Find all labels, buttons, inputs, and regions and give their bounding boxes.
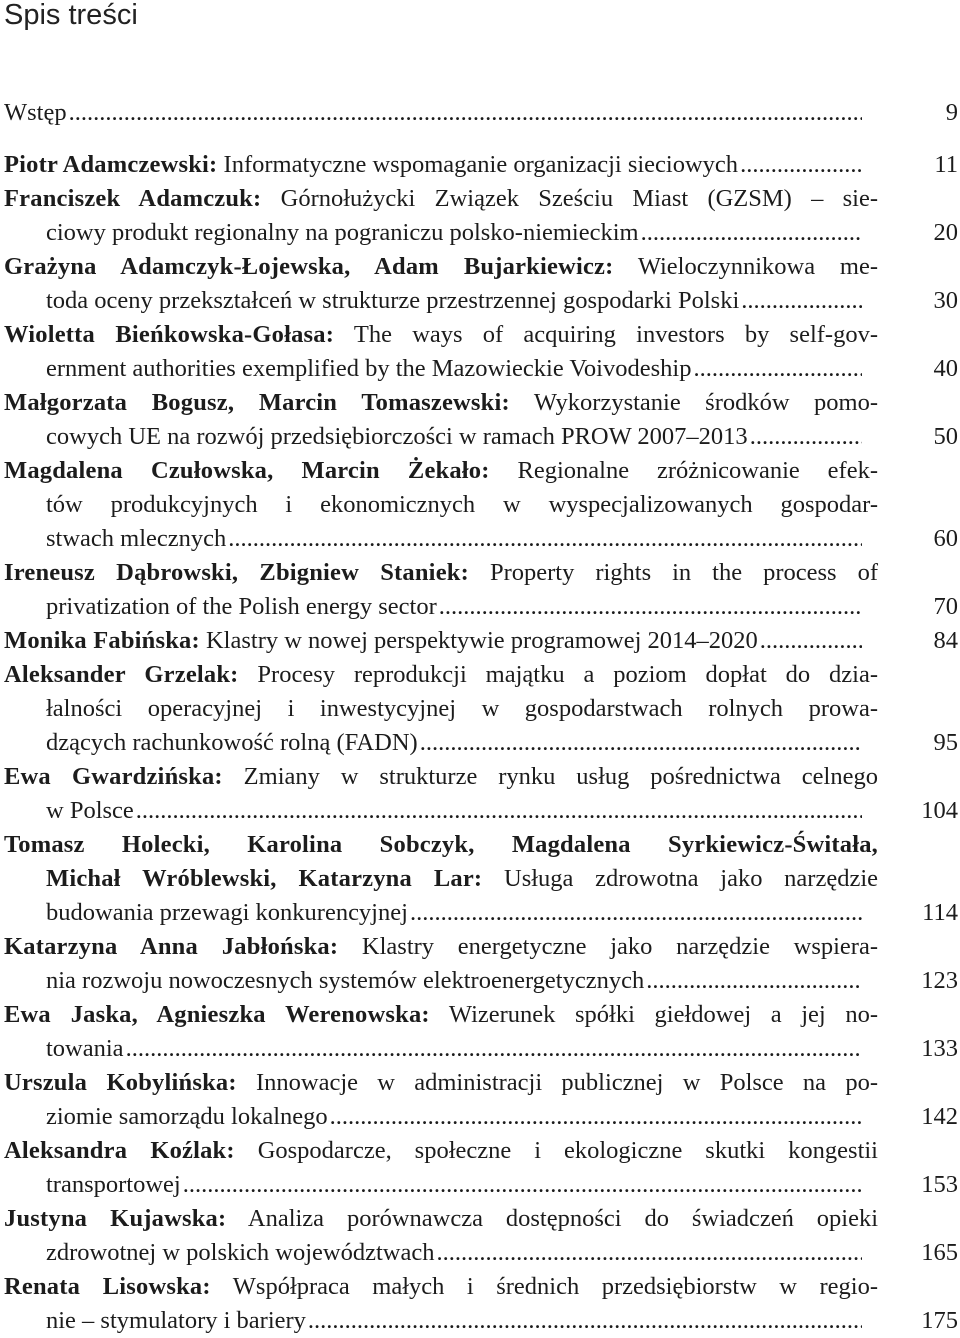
toc-title: toda oceny przekształceń w strukturze przestrzennej gospodarki Polski xyxy=(46,287,740,314)
page-number[interactable]: 20 xyxy=(933,219,958,246)
page-number[interactable]: 165 xyxy=(921,1239,958,1266)
toc-entry-last-line xyxy=(4,590,958,624)
toc-entry-line xyxy=(4,386,958,420)
dot-leader xyxy=(437,1236,863,1270)
toc-entry-last-line xyxy=(4,1304,958,1338)
toc-entry-line xyxy=(4,1066,958,1100)
toc-title: Analiza porównawcza dostępności do świadczeń opieki xyxy=(226,1205,878,1232)
toc-title: ciowy produkt regionalny na pograniczu polsko-niemieckim xyxy=(46,219,639,246)
toc-entry-text xyxy=(4,933,878,960)
toc-entry-line xyxy=(4,1270,958,1304)
toc-leader-wrap xyxy=(46,794,862,828)
toc-entry-text xyxy=(46,420,748,454)
toc-author: Piotr Adamczewski: xyxy=(4,151,218,178)
toc-entry-last-line xyxy=(4,964,958,998)
toc-entry-last-line xyxy=(4,1100,958,1134)
dot-leader xyxy=(136,794,862,828)
toc-leader-wrap xyxy=(46,1304,862,1338)
dot-leader xyxy=(308,1304,862,1338)
dot-leader xyxy=(126,1032,862,1066)
dot-leader xyxy=(740,148,862,182)
toc-leader-wrap xyxy=(46,1100,862,1134)
toc-title: ernment authorities exemplified by the Mazowieckie Voivodeship xyxy=(46,355,692,382)
toc-title: Usługa zdrowotna jako narzędzie xyxy=(482,865,878,892)
toc-entry[interactable] xyxy=(4,386,958,454)
page-title: Spis treści xyxy=(4,0,138,31)
page-number[interactable]: 175 xyxy=(921,1307,958,1334)
toc-title: transportowej xyxy=(46,1171,181,1198)
toc-author: Urszula Kobylińska: xyxy=(4,1069,237,1096)
toc-entry-text xyxy=(4,559,878,586)
toc-entry-line xyxy=(4,828,958,862)
toc-author: Aleksandra Koźlak: xyxy=(4,1137,235,1164)
page-number[interactable]: 123 xyxy=(921,967,958,994)
toc-entry-last-line xyxy=(4,352,958,386)
toc-leader-wrap xyxy=(46,1032,862,1066)
dot-leader xyxy=(330,1100,862,1134)
toc-title: dzących rachunkowość rolną (FADN) xyxy=(46,729,418,756)
toc-entry[interactable] xyxy=(4,624,958,658)
toc-title: Klastry energetyczne jako narzędzie wspiera- xyxy=(338,933,878,960)
toc-author: Wioletta Bieńkowska-Gołasa: xyxy=(4,321,335,348)
toc-entry-line xyxy=(4,454,958,488)
toc-author: Ewa Gwardzińska: xyxy=(4,763,223,790)
toc-entry-line xyxy=(4,998,958,1032)
toc-title: Zmiany w strukturze rynku usług pośrednictwa celnego xyxy=(222,763,878,790)
toc-leader-wrap xyxy=(46,352,862,386)
toc-author: Tomasz Holecki, Karolina Sobczyk, Magdalena Syrkiewicz-Świtała, xyxy=(4,831,878,858)
toc-entry[interactable] xyxy=(4,658,958,760)
toc-entry-line xyxy=(4,318,958,352)
toc-entry-text xyxy=(4,185,878,212)
toc-entry-last-line xyxy=(4,522,958,556)
toc-leader-wrap xyxy=(4,624,862,658)
toc-entry-last-line xyxy=(4,284,958,318)
toc-title: w Polsce xyxy=(46,797,134,824)
page-number[interactable]: 50 xyxy=(933,423,958,450)
toc-title: Klastry w nowej perspektywie programowej 2014–2020 xyxy=(199,627,758,654)
toc-entry[interactable] xyxy=(4,1202,958,1270)
toc-entry-text xyxy=(46,726,418,760)
toc-title: ziomie samorządu lokalnego xyxy=(46,1103,328,1130)
toc-entry-text xyxy=(4,1205,878,1232)
toc-entry-line xyxy=(4,658,958,692)
table-of-contents xyxy=(4,96,958,1338)
toc-title: Górnołużycki Związek Sześciu Miast (GZSM) – sie- xyxy=(261,185,878,212)
toc-entry-text xyxy=(46,590,437,624)
toc-entry-line xyxy=(4,488,958,522)
toc-entry-text xyxy=(46,896,408,930)
dot-leader xyxy=(760,624,862,658)
toc-entry-text xyxy=(46,1236,435,1270)
toc-leader-wrap xyxy=(46,896,862,930)
toc-entry[interactable] xyxy=(4,930,958,998)
toc-entry-text xyxy=(4,1069,878,1096)
toc-author: Małgorzata Bogusz, Marcin Tomaszewski: xyxy=(4,389,510,416)
page-number[interactable]: 40 xyxy=(933,355,958,382)
toc-leader-wrap xyxy=(46,726,862,760)
toc-title: tów produkcyjnych i ekonomicznych w wyspecjalizowanych gospodar- xyxy=(46,491,878,518)
toc-title: Innowacje w administracji publicznej w Polsce na po- xyxy=(236,1069,878,1096)
toc-author: Franciszek Adamczuk: xyxy=(4,185,262,212)
toc-title: budowania przewagi konkurencyjnej xyxy=(46,899,408,926)
toc-entry-text xyxy=(46,1032,124,1066)
toc-entry[interactable] xyxy=(4,182,958,250)
toc-entry-line xyxy=(4,556,958,590)
toc-author: Aleksander Grzelak: xyxy=(4,661,239,688)
dot-leader xyxy=(641,216,862,250)
toc-entry[interactable] xyxy=(4,250,958,318)
page-number[interactable]: 153 xyxy=(921,1171,958,1198)
toc-title: nie – stymulatory i bariery xyxy=(46,1307,306,1334)
toc-entry[interactable] xyxy=(4,1270,958,1338)
toc-entry-line xyxy=(4,930,958,964)
dot-leader xyxy=(646,964,862,998)
toc-entry-text xyxy=(4,1273,878,1300)
toc-entry[interactable] xyxy=(4,1134,958,1202)
toc-entry[interactable] xyxy=(4,828,958,930)
page-number[interactable]: 114 xyxy=(922,899,958,926)
toc-entry-text xyxy=(46,491,878,518)
toc-entry-text xyxy=(4,96,67,130)
toc-entry-text xyxy=(4,1001,878,1028)
toc-leader-wrap xyxy=(46,964,862,998)
page-number[interactable]: 30 xyxy=(933,287,958,314)
toc-entry-text xyxy=(46,522,226,556)
toc-entry-text xyxy=(4,661,878,688)
toc-title: łalności operacyjnej i inwestycyjnej w gospodarstwach rolnych prowa- xyxy=(46,695,878,722)
toc-author: Michał Wróblewski, Katarzyna Lar: xyxy=(46,865,483,892)
toc-author: Justyna Kujawska: xyxy=(4,1205,227,1232)
toc-entry-line xyxy=(4,760,958,794)
toc-entry-last-line xyxy=(4,794,958,828)
toc-entry-last-line xyxy=(4,1032,958,1066)
toc-author: Renata Lisowska: xyxy=(4,1273,211,1300)
dot-leader xyxy=(410,896,862,930)
toc-entry-text xyxy=(46,1100,328,1134)
toc-author: Magdalena Czułowska, Marcin Żekało: xyxy=(4,457,490,484)
toc-entry-text xyxy=(4,624,758,658)
toc-title: Wieloczynnikowa me- xyxy=(613,253,878,280)
toc-entry-line xyxy=(4,1202,958,1236)
dot-leader xyxy=(750,420,862,454)
toc-leader-wrap xyxy=(46,590,862,624)
page-number[interactable]: 70 xyxy=(933,593,958,620)
toc-entry-text xyxy=(46,216,639,250)
toc-entry-text xyxy=(4,831,878,858)
toc-leader-wrap xyxy=(46,420,862,454)
toc-entry-last-line xyxy=(4,420,958,454)
toc-author: Monika Fabińska: xyxy=(4,627,200,654)
toc-entry-text xyxy=(46,865,878,892)
toc-title: The ways of acquiring investors by self-gov- xyxy=(334,321,879,348)
toc-entry-text xyxy=(4,1137,878,1164)
toc-entry-text xyxy=(46,352,691,386)
toc-entry[interactable] xyxy=(4,760,958,828)
toc-leader-wrap xyxy=(46,216,862,250)
toc-leader-wrap xyxy=(46,522,862,556)
toc-entry-line xyxy=(4,1134,958,1168)
page-number[interactable]: 9 xyxy=(945,99,958,126)
toc-title: Współpraca małych i średnich przedsiębiorstw w regio- xyxy=(210,1273,878,1300)
toc-leader-wrap xyxy=(46,284,862,318)
toc-title: Wstęp xyxy=(4,99,67,126)
dot-leader xyxy=(741,284,862,318)
toc-entry[interactable] xyxy=(4,998,958,1066)
toc-title: privatization of the Polish energy sector xyxy=(46,593,437,620)
toc-title: nia rozwoju nowoczesnych systemów elektroenergetycznych xyxy=(46,967,645,994)
dot-leader xyxy=(693,352,862,386)
page-number[interactable]: 95 xyxy=(933,729,958,756)
toc-author: Ewa Jaska, Agnieszka Werenowska: xyxy=(4,1001,430,1028)
toc-title: Wizerunek spółki giełdowej a jej no- xyxy=(429,1001,878,1028)
page-number[interactable]: 104 xyxy=(921,797,958,824)
toc-entry-last-line xyxy=(4,1168,958,1202)
dot-leader xyxy=(420,726,862,760)
toc-author: Grażyna Adamczyk-Łojewska, Adam Bujarkiewicz: xyxy=(4,253,614,280)
toc-title: Informatyczne wspomaganie organizacji sieciowych xyxy=(217,151,739,178)
toc-entry[interactable] xyxy=(4,1066,958,1134)
page-number[interactable]: 133 xyxy=(921,1035,958,1062)
page-number[interactable]: 60 xyxy=(933,525,958,552)
toc-entry[interactable] xyxy=(4,556,958,624)
toc-entry-text xyxy=(46,1168,181,1202)
toc-entry-last-line xyxy=(4,624,958,658)
toc-entry[interactable] xyxy=(4,454,958,556)
toc-entry[interactable] xyxy=(4,96,958,130)
toc-entry-text xyxy=(4,253,878,280)
dot-leader xyxy=(439,590,862,624)
toc-title: Wykorzystanie środków pomo- xyxy=(509,389,878,416)
toc-entry-text xyxy=(4,763,878,790)
toc-entry[interactable] xyxy=(4,148,958,182)
toc-leader-wrap xyxy=(46,1168,862,1202)
dot-leader xyxy=(69,96,862,130)
toc-entry-line xyxy=(4,692,958,726)
toc-entry-text xyxy=(46,964,644,998)
toc-entry-text xyxy=(46,1304,306,1338)
toc-title: zdrowotnej w polskich województwach xyxy=(46,1239,435,1266)
toc-entry-last-line xyxy=(4,216,958,250)
toc-entry-line xyxy=(4,250,958,284)
toc-leader-wrap xyxy=(4,96,862,130)
toc-leader-wrap xyxy=(46,1236,862,1270)
toc-entry-last-line xyxy=(4,1236,958,1270)
page-number[interactable]: 11 xyxy=(934,151,958,178)
toc-entry-last-line xyxy=(4,148,958,182)
dot-leader xyxy=(228,522,862,556)
toc-entry-last-line xyxy=(4,726,958,760)
toc-title: Regionalne zróżnicowanie efek- xyxy=(489,457,878,484)
toc-title: stwach mlecznych xyxy=(46,525,227,552)
toc-entry-text xyxy=(4,321,878,348)
toc-entry-text xyxy=(46,794,134,828)
toc-leader-wrap xyxy=(4,148,862,182)
toc-title: Property rights in the process of xyxy=(468,559,878,586)
toc-entry-text xyxy=(4,457,878,484)
toc-entry-line xyxy=(4,862,958,896)
page-number[interactable]: 84 xyxy=(933,627,958,654)
toc-title: towania xyxy=(46,1035,124,1062)
toc-entry-text xyxy=(4,148,738,182)
toc-author: Ireneusz Dąbrowski, Zbigniew Staniek: xyxy=(4,559,469,586)
dot-leader xyxy=(183,1168,862,1202)
toc-entry-last-line xyxy=(4,96,958,130)
toc-title: Procesy reprodukcji majątku a poziom dopłat do dzia- xyxy=(238,661,878,688)
toc-title: Gospodarcze, społeczne i ekologiczne skutki kongestii xyxy=(234,1137,878,1164)
toc-entry-last-line xyxy=(4,896,958,930)
toc-author: Katarzyna Anna Jabłońska: xyxy=(4,933,339,960)
toc-entry-line xyxy=(4,182,958,216)
toc-entry-text xyxy=(46,695,878,722)
toc-entry-text xyxy=(46,284,739,318)
toc-title: cowych UE na rozwój przedsiębiorczości w ramach PROW 2007–2013 xyxy=(46,423,748,450)
toc-entry[interactable] xyxy=(4,318,958,386)
page-number[interactable]: 142 xyxy=(921,1103,958,1130)
toc-entry-text xyxy=(4,389,878,416)
